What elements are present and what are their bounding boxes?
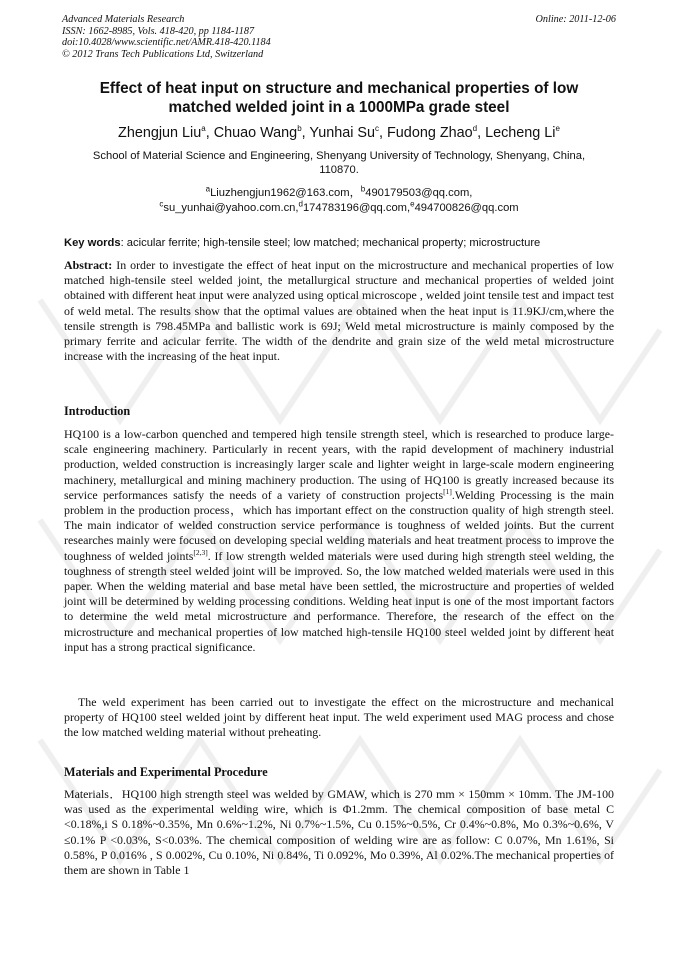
online-date: Online: 2011-12-06 [535,14,616,25]
email-mark: c [159,198,164,208]
abstract-text: In order to investigate the effect of heat input on the microstructure and mechanical properties of low matched high-tensile steel welded joint, the metallurgical structure and mechanical properties of welded joint obtained with different heat input were analyzed using optical microscope , welded joint tensile test and impact test of weld metal. The results show that the optimal values are obtained when the heat input is 11.9KJ/cm,where the tensile strength is 798.45MPa and ballistic work is 69J; Weld metal microstructure is mainly composed by the primary ferrite and acicular ferrite. The width of the dendrite and grain size of the weld metal microstructure increase with the increasing of the heat input. [64,258,614,364]
author-separator: , [205,125,214,141]
email-mark: e [410,198,415,208]
author-separator: , [477,125,486,141]
journal-copyright: © 2012 Trans Tech Publications Ltd, Switzerland [62,48,264,60]
author-affil-mark: d [472,124,478,134]
journal-issn: ISSN: 1662-8985, Vols. 418-420, pp 1184-1187 [62,25,255,37]
email-mark: a [205,184,211,194]
author-list [62,124,616,142]
materials-paragraph-1: Materials．HQ100 high strength steel was welded by GMAW, which is 270 mm × 150mm × 10mm. The JM-100 was used as the experimental welding wire, which is Φ1.2mm. The chemical composition of base metal C <0.18%,i S 0.18%~0.35%, Mn 0.6%~1.2%, Ni 0.7%~1.5%, Cu 0.15%~0.5%, Cr 0.4%~0.8%, Mo 0.3%~0.6%, V ≤0.1% P <0.03%, S<0.03%. The chemical composition of welding wire are as follow: C 0.07%, Mn 1.61%, Si 0.58%, P 0.016% , S 0.002%, Cu 0.10%, Ni 0.84%, Ti 0.092%, Mo 0.39%, Al 0.02%.The mechanical properties of them are shown in Table 1 [64,787,614,878]
journal-doi: doi:10.4028/www.scientific.net/AMR.418-420.1184 [62,37,271,49]
author-name: Chuao Wang [213,125,298,141]
author-separator: , [301,125,310,141]
author-name: Fudong Zhao [387,125,473,141]
author-affil-mark: c [375,124,380,134]
affiliation-line-1: School of Material Science and Engineering, Shenyang University of Technology, Shenyang, China, [92,150,586,162]
keywords-text: : acicular ferrite; high-tensile steel; low matched; mechanical property; microstructure [120,237,541,249]
section-heading-introduction: Introduction [64,404,131,418]
journal-header [62,14,616,60]
abstract-label: Abstract: [64,258,113,272]
paragraph-text: The weld experiment has been carried out to investigate the effect on the microstructure and mechanical property of HQ100 steel welded joint by different heat input. The weld experiment used MAG process and chose the low matched welding material without preheating. [64,695,614,740]
paper-title-line-2: matched welded joint in a 1000MPa grade steel [168,99,510,116]
email-mark: b [360,184,366,194]
paper-title-line-1: Effect of heat input on structure and mechanical properties of low [99,80,579,97]
email-link[interactable]: 174783196@qq.com, [302,201,411,214]
author-name: Zhengjun Liu [118,125,202,141]
author-affil-mark: b [297,124,302,134]
introduction-paragraph-1 [64,427,614,655]
affiliation-line-2: 110870. [319,164,359,176]
email-line-1 [62,186,616,201]
affiliation [62,149,616,177]
introduction-paragraph-2 [64,695,614,741]
email-link[interactable]: su_yunhai@yahoo.com.cn, [163,201,299,214]
author-name: Lecheng Li [485,125,556,141]
journal-name: Advanced Materials Research [62,14,185,25]
email-link[interactable]: Liuzhengjun1962@163.com， [210,187,361,199]
email-link[interactable]: 490179503@qq.com, [365,187,473,199]
abstract [64,258,614,364]
citation-ref[interactable]: [1] [443,486,452,496]
author-emails [62,186,616,215]
paragraph-text: .Welding Processing is the main problem in the production process，which has important effect on the construction quality of high strength steel. The main indicator of welded construction service performance is toughness of welded joints. But the current researches mainly were focused on developing special welding materials and heat treatment process to improve the toughness of welded joints [64,487,615,563]
keywords-label: Key words [64,237,121,249]
keywords [64,236,616,250]
paragraph-text: HQ100 is a low-carbon quenched and tempered high tensile strength steel, which is researched to produce large-scale engineering machinery. Particularly in recent years, with the rapid development of machinery industrial production, welded construction is increasingly larger scale and lighter weight in large-scale modern engineering machinery, metallurgical and mining machinery production. The using of HQ100 is greatly increased because its service performances satisfy the needs of a variety of construction projects [64,427,614,502]
author-affil-mark: a [201,124,206,134]
author-separator: , [379,125,388,141]
citation-ref[interactable]: [2,3] [193,547,208,557]
author-name: Yunhai Su [309,125,376,141]
paper-title [62,79,616,117]
email-line-2 [62,198,616,216]
paragraph-text: . If low strength welded materials were used during high strength steel welding, the toughness of strength steel welded joint will be improved. So, the low matched welded materials were used in this paper. When the welding material and base metal have been settled, the microstructure and properties of welded joint will be determined by welding processing conditions. Welding heat input is one of the most important factors to determine the weld metal microstructure and performance. Therefore, the research of the effect on the microstructure and mechanical properties of low matched high-tensile HQ100 steel welded joint by different heat input has a strong practical significance. [64,548,614,654]
author-affil-mark: e [555,124,560,134]
email-link[interactable]: 494700826@qq.com [414,201,519,214]
email-mark: d [298,198,303,208]
section-heading-materials: Materials and Experimental Procedure [64,765,268,779]
